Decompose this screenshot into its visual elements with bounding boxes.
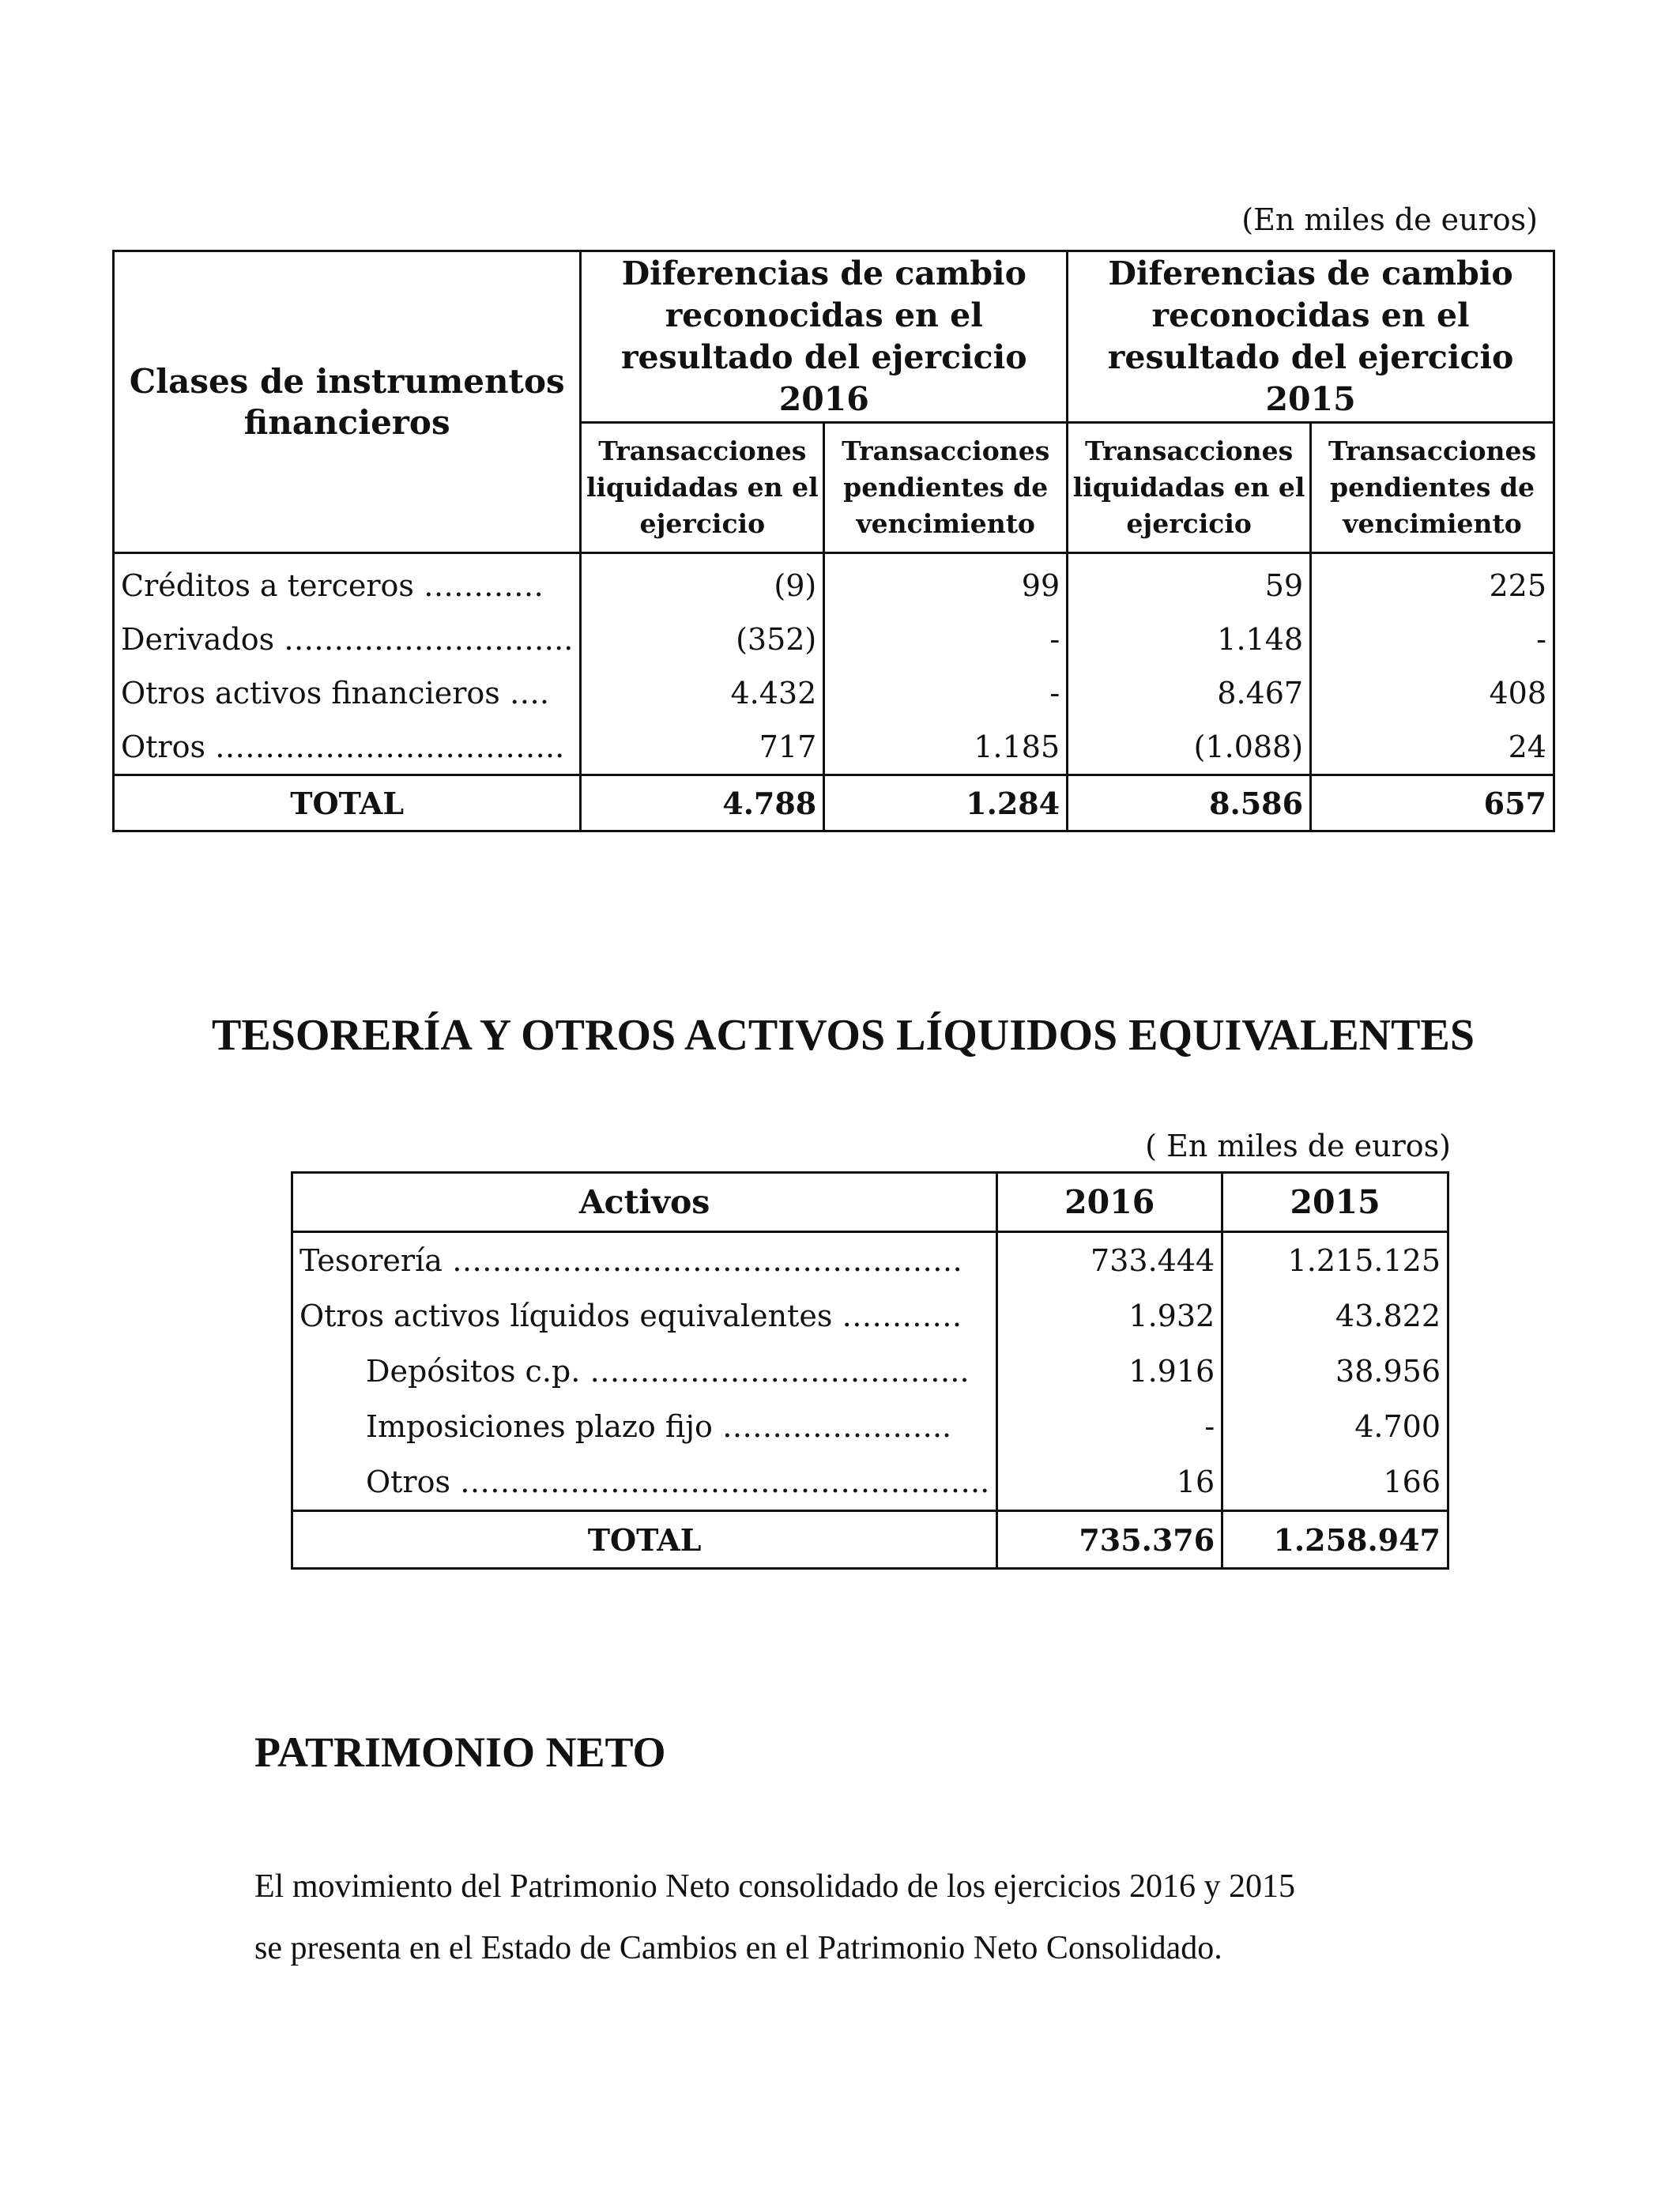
- total-value: 8.586: [1068, 775, 1311, 831]
- table-row: [114, 666, 1554, 720]
- cell-value: 24: [1311, 720, 1554, 775]
- row-label: Depósitos c.p. ………………………………..: [292, 1344, 997, 1399]
- cell-value: 16: [997, 1454, 1222, 1511]
- row-label: Imposiciones plazo fijo …………………..: [292, 1399, 997, 1454]
- cell-value: 59: [1068, 553, 1311, 613]
- total-value: 4.788: [581, 775, 824, 831]
- header-2016-pending: Transacciones pendientes de vencimiento: [824, 423, 1068, 553]
- table-row: [114, 720, 1554, 775]
- cell-value: 1.185: [824, 720, 1068, 775]
- table-row: [114, 613, 1554, 666]
- cell-value: 4.432: [581, 666, 824, 720]
- table-row: [292, 1454, 1448, 1511]
- cell-value: 733.444: [997, 1232, 1222, 1289]
- body-paragraph: [254, 1856, 1487, 1979]
- header-2015-settled: Transacciones liquidadas en el ejercicio: [1068, 423, 1311, 553]
- table1-unit-note: (En miles de euros): [1241, 202, 1538, 237]
- total-label: TOTAL: [292, 1511, 997, 1569]
- total-value: 735.376: [997, 1511, 1222, 1569]
- header-group-2016: Diferencias de cambio reconocidas en el resultado del ejercicio 2016: [581, 251, 1068, 423]
- cell-value: 99: [824, 553, 1068, 613]
- row-label: Créditos a terceros …………: [114, 553, 581, 613]
- table-total-row: [292, 1511, 1448, 1569]
- paragraph-line: El movimiento del Patrimonio Neto consolidado de los ejercicios 2016 y 2015: [254, 1868, 1295, 1905]
- cell-value: 1.916: [997, 1344, 1222, 1399]
- header-class-column: Clases de instrumentos financieros: [114, 251, 581, 553]
- cell-value: (352): [581, 613, 824, 666]
- cell-value: -: [824, 666, 1068, 720]
- header-2015: 2015: [1222, 1173, 1448, 1232]
- cell-value: (1.088): [1068, 720, 1311, 775]
- paragraph-line: se presenta en el Estado de Cambios en el Patrimonio Neto Consolidado.: [254, 1930, 1222, 1966]
- total-label: TOTAL: [114, 775, 581, 831]
- cell-value: 1.932: [997, 1288, 1222, 1344]
- header-2016-settled: Transacciones liquidadas en el ejercicio: [581, 423, 824, 553]
- row-label: Otros activos líquidos equivalentes …………: [292, 1288, 997, 1344]
- total-value: 657: [1311, 775, 1554, 831]
- cell-value: 43.822: [1222, 1288, 1448, 1344]
- header-2015-pending: Transacciones pendientes de vencimiento: [1311, 423, 1554, 553]
- cell-value: 4.700: [1222, 1399, 1448, 1454]
- cell-value: 225: [1311, 553, 1554, 613]
- row-label: Tesorería ……………………………………………: [292, 1232, 997, 1289]
- cell-value: 1.148: [1068, 613, 1311, 666]
- treasury-table: [291, 1171, 1449, 1570]
- header-2016: 2016: [997, 1173, 1222, 1232]
- header-group-2015: Diferencias de cambio reconocidas en el resultado del ejercicio 2015: [1068, 251, 1554, 423]
- total-value: 1.258.947: [1222, 1511, 1448, 1569]
- table-total-row: [114, 775, 1554, 831]
- total-value: 1.284: [824, 775, 1068, 831]
- row-label: Otros ……………………………………………..: [292, 1454, 997, 1511]
- cell-value: -: [824, 613, 1068, 666]
- cell-value: 408: [1311, 666, 1554, 720]
- table-row: [292, 1399, 1448, 1454]
- cell-value: 166: [1222, 1454, 1448, 1511]
- table-row: [292, 1232, 1448, 1289]
- cell-value: 717: [581, 720, 824, 775]
- table-row: [292, 1288, 1448, 1344]
- row-label: Derivados ………………………..: [114, 613, 581, 666]
- cell-value: 1.215.125: [1222, 1232, 1448, 1289]
- row-label: Otros ……………………………..: [114, 720, 581, 775]
- cell-value: 38.956: [1222, 1344, 1448, 1399]
- section-title-patrimonio: PATRIMONIO NETO: [254, 1728, 666, 1776]
- row-label: Otros activos financieros ….: [114, 666, 581, 720]
- cell-value: 8.467: [1068, 666, 1311, 720]
- cell-value: -: [1311, 613, 1554, 666]
- exchange-differences-table: [112, 250, 1555, 832]
- header-activos: Activos: [292, 1173, 997, 1232]
- cell-value: -: [997, 1399, 1222, 1454]
- table-row: [292, 1344, 1448, 1399]
- table2-unit-note: ( En miles de euros): [1145, 1129, 1451, 1163]
- section-title-tesoreria: TESORERÍA Y OTROS ACTIVOS LÍQUIDOS EQUIVALENTES: [212, 1011, 1475, 1060]
- table-row: [114, 553, 1554, 613]
- cell-value: (9): [581, 553, 824, 613]
